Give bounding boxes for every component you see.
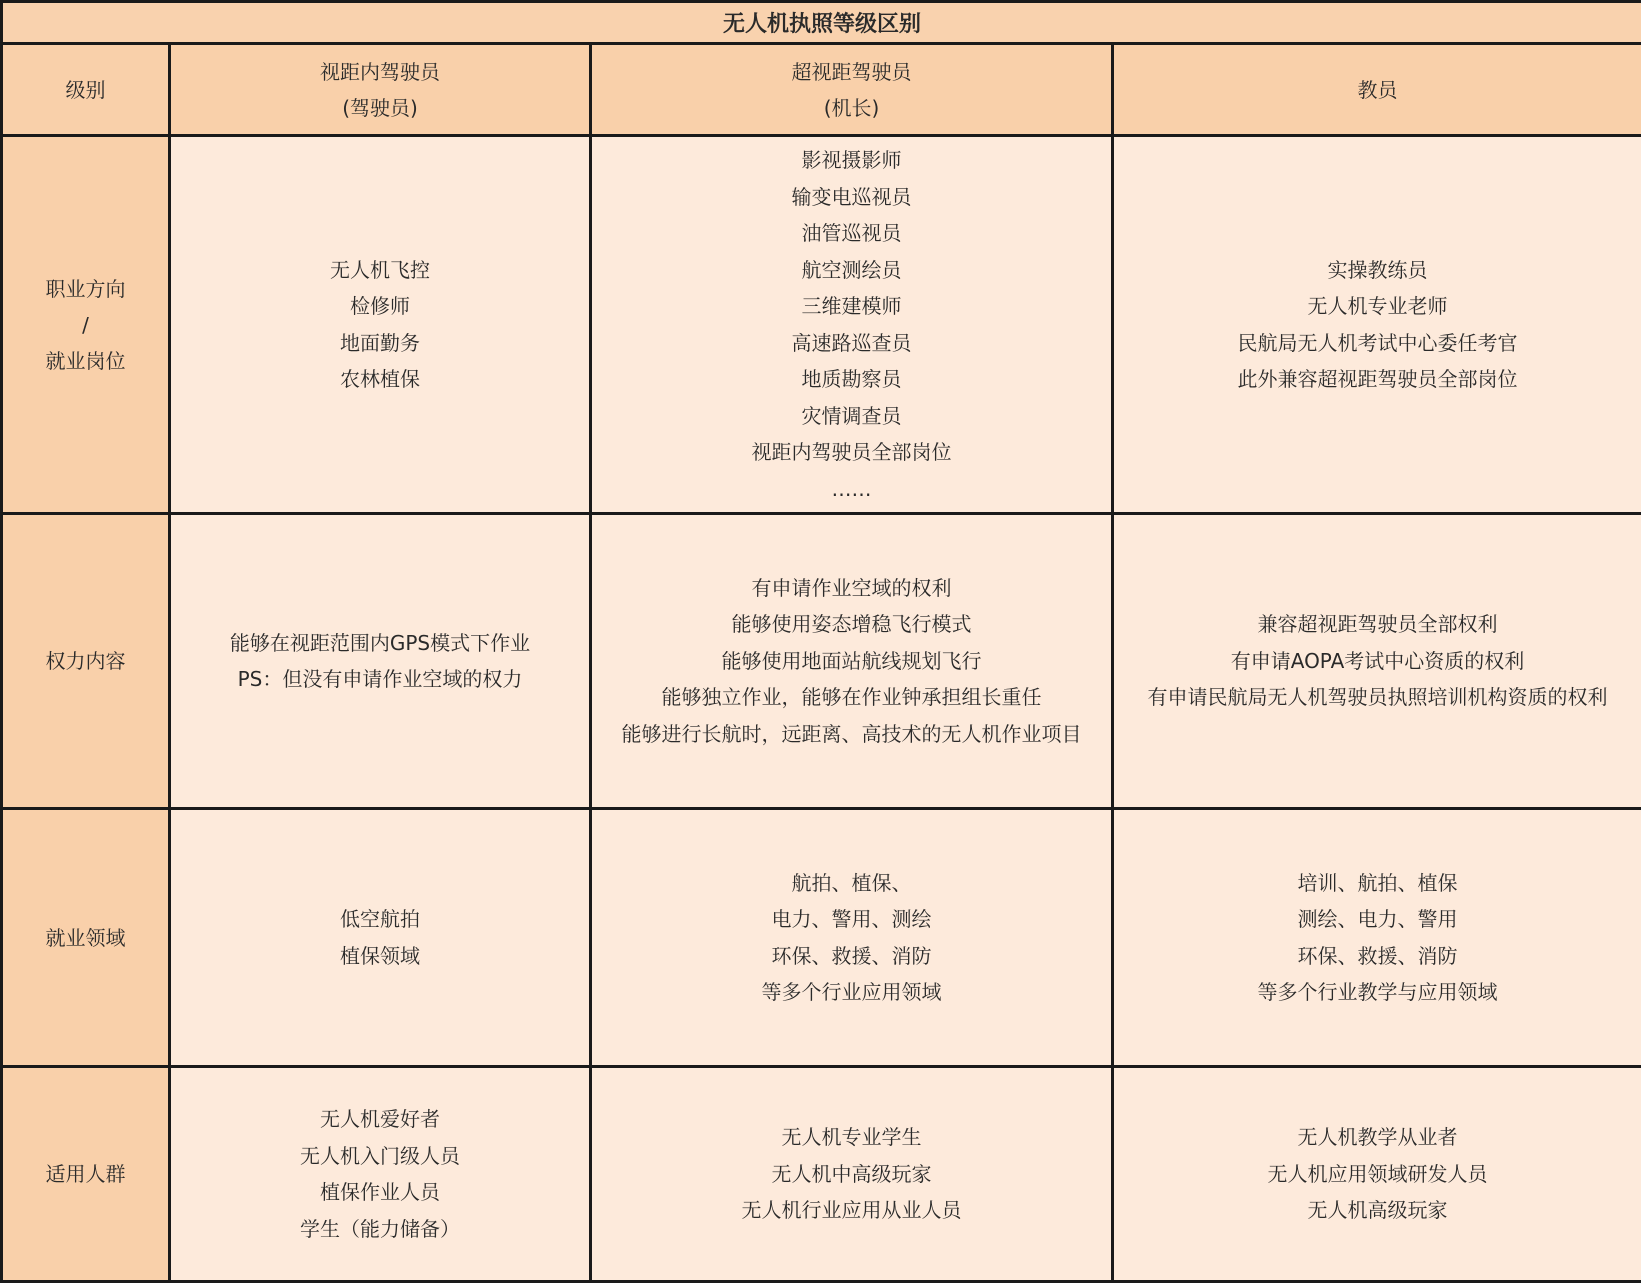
cell-line: 输变电巡视员 (592, 179, 1111, 216)
table-row (2, 514, 1641, 809)
cell-line: 灾情调查员 (592, 398, 1111, 435)
cell-line: 教员 (1114, 72, 1641, 108)
table-cell (1113, 514, 1641, 809)
cell-line: 职业方向 (3, 271, 168, 307)
cell-line: 无人机爱好者 (171, 1101, 589, 1138)
cell-line: 无人机教学从业者 (1114, 1119, 1641, 1156)
table-cell (170, 136, 591, 514)
cell-line: 有申请作业空域的权利 (592, 570, 1111, 607)
table-cell (591, 1067, 1113, 1282)
column-header-level (2, 44, 170, 136)
cell-line: 等多个行业应用领域 (592, 974, 1111, 1011)
cell-line: (驾驶员) (171, 90, 589, 126)
cell-line: 环保、救援、消防 (592, 938, 1111, 975)
cell-line: 能够进行长航时，远距离、高技术的无人机作业项目 (592, 716, 1111, 753)
cell-line: 环保、救援、消防 (1114, 938, 1641, 975)
header-row (2, 44, 1641, 136)
cell-line: …… (592, 471, 1111, 508)
cell-line: 就业领域 (3, 920, 168, 956)
cell-line: 无人机专业老师 (1114, 288, 1641, 325)
row-header (2, 1067, 170, 1282)
cell-line: 无人机专业学生 (592, 1119, 1111, 1156)
cell-line: 测绘、电力、警用 (1114, 901, 1641, 938)
cell-line: 无人机高级玩家 (1114, 1192, 1641, 1229)
cell-line: (机长) (592, 90, 1111, 126)
cell-line: 就业岗位 (3, 343, 168, 379)
cell-line: 权力内容 (3, 643, 168, 679)
table-cell (1113, 809, 1641, 1067)
cell-line: 实操教练员 (1114, 252, 1641, 289)
cell-line: 有申请民航局无人机驾驶员执照培训机构资质的权利 (1114, 679, 1641, 716)
cell-line: 级别 (3, 72, 168, 108)
table-cell (170, 1067, 591, 1282)
table-row (2, 809, 1641, 1067)
table-row (2, 136, 1641, 514)
table-title: 无人机执照等级区别 (2, 2, 1641, 44)
table-cell (591, 136, 1113, 514)
cell-line: 能够使用地面站航线规划飞行 (592, 643, 1111, 680)
cell-line: 视距内驾驶员 (171, 54, 589, 90)
table-cell (170, 514, 591, 809)
cell-line: 检修师 (171, 288, 589, 325)
cell-line: 油管巡视员 (592, 215, 1111, 252)
column-header (170, 44, 591, 136)
cell-line: 地面勤务 (171, 325, 589, 362)
cell-line: 能够独立作业，能够在作业钟承担组长重任 (592, 679, 1111, 716)
cell-line: 培训、航拍、植保 (1114, 865, 1641, 902)
cell-line: 航空测绘员 (592, 252, 1111, 289)
cell-line: 无人机应用领域研发人员 (1114, 1156, 1641, 1193)
cell-line: 无人机行业应用从业人员 (592, 1192, 1111, 1229)
column-header (591, 44, 1113, 136)
cell-line: 电力、警用、测绘 (592, 901, 1111, 938)
cell-line: 农林植保 (171, 361, 589, 398)
cell-line: 民航局无人机考试中心委任考官 (1114, 325, 1641, 362)
cell-line: 植保领域 (171, 938, 589, 975)
cell-line: 视距内驾驶员全部岗位 (592, 434, 1111, 471)
cell-line: 地质勘察员 (592, 361, 1111, 398)
cell-line: PS：但没有申请作业空域的权力 (171, 661, 589, 698)
cell-line: 航拍、植保、 (592, 865, 1111, 902)
column-header (1113, 44, 1641, 136)
table-cell (591, 809, 1113, 1067)
cell-line: 三维建模师 (592, 288, 1111, 325)
cell-line: 能够使用姿态增稳飞行模式 (592, 606, 1111, 643)
cell-line: 兼容超视距驾驶员全部权利 (1114, 606, 1641, 643)
cell-line: 适用人群 (3, 1156, 168, 1192)
cell-line: 低空航拍 (171, 901, 589, 938)
cell-line: 高速路巡查员 (592, 325, 1111, 362)
row-header (2, 514, 170, 809)
cell-line: 等多个行业教学与应用领域 (1114, 974, 1641, 1011)
cell-line: 影视摄影师 (592, 142, 1111, 179)
row-header (2, 809, 170, 1067)
cell-line: 植保作业人员 (171, 1174, 589, 1211)
table-cell (591, 514, 1113, 809)
cell-line: 此外兼容超视距驾驶员全部岗位 (1114, 361, 1641, 398)
cell-line: 超视距驾驶员 (592, 54, 1111, 90)
table-cell (1113, 1067, 1641, 1282)
table-cell (1113, 136, 1641, 514)
cell-line: 学生（能力储备） (171, 1211, 589, 1248)
cell-line: / (3, 307, 168, 343)
cell-line: 无人机中高级玩家 (592, 1156, 1111, 1193)
cell-line: 有申请AOPA考试中心资质的权利 (1114, 643, 1641, 680)
table-cell (170, 809, 591, 1067)
cell-line: 无人机飞控 (171, 252, 589, 289)
table-row (2, 1067, 1641, 1282)
cell-line: 无人机入门级人员 (171, 1138, 589, 1175)
row-header (2, 136, 170, 514)
cell-line: 能够在视距范围内GPS模式下作业 (171, 625, 589, 662)
